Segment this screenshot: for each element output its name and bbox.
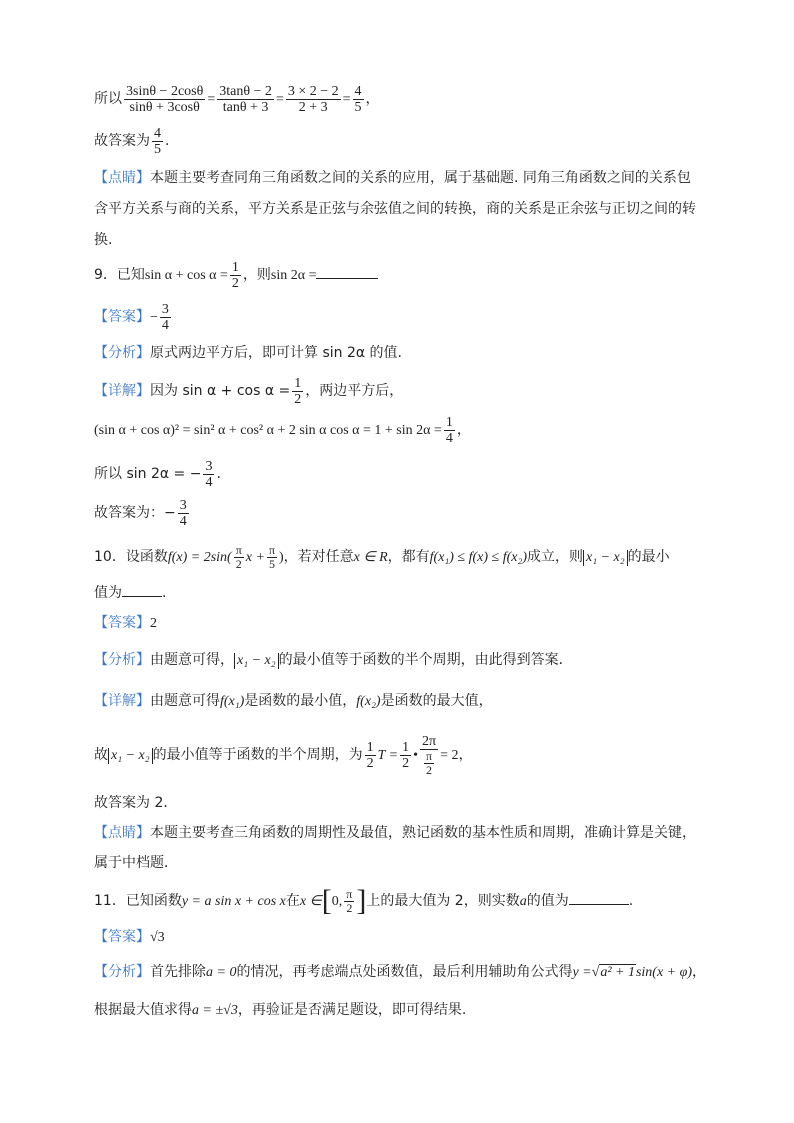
comment-tag: 【点睛】	[94, 170, 150, 186]
answer-blank	[569, 892, 629, 905]
q10-detail: 【详解】由题意可得f(x₁)是函数的最小值，f(x₂)是函数的最大值，	[94, 693, 493, 709]
comment-line-1: 【点睛】本题主要考查同角三角函数之间的关系的应用，属于基础题. 同角三角函数之间的关系包	[94, 170, 691, 186]
q11-analysis-2: 根据最大值求得a = ±√3，再验证是否满足题设，即可得结果.	[94, 1002, 467, 1018]
question-11: 11．已知函数y = a sin x + cos x在x ∈[0, $\frac{\pi}{2}$ ]上的最大值为 2，则实数a的值为 .	[94, 884, 634, 917]
q10-comment-2: 属于中档题．	[94, 855, 178, 871]
q9-equation: (sin α + cos α)² = sin² α + cos² α + 2 sin α cos α = 1 + sin 2α = $\frac{1}{4}$ ，	[94, 414, 471, 446]
q10-final: 故答案为 2．	[94, 795, 178, 811]
q11-analysis-1: 【分析】首先排除a = 0的情况，再考虑端点处函数值，最后利用辅助角公式得y =√a² + 1sin(x + φ)，	[94, 960, 706, 985]
q9-detail: 【详解】因为 sin α + cos α = $\frac{1}{2}$ ，两边平方后，	[94, 375, 404, 407]
ratio-equation-line: 所以 $\frac{3\sin\theta - 2\cos\theta}{\sin\theta + 3\cos\theta}$ = $\frac{3\tan\theta - 2}{\tan\theta + 3}$ = $\frac{3 \times 2 - 2}{2 + 3}$ = $\frac{4}{5}$ ，	[94, 83, 380, 115]
fraction-2: $\frac{3\tan\theta - 2}{\tan\theta + 3}$	[219, 83, 272, 115]
q10-comment-1: 【点睛】本题主要考查三角函数的周期性及最值，熟记函数的基本性质和周期，准确计算是关键，	[94, 825, 696, 841]
q9-final: 故答案为：− $\frac{3}{4}$	[94, 497, 187, 529]
q11-answer: 【答案】√3	[94, 929, 165, 945]
fraction-1: $\frac{3\sin\theta - 2\cos\theta}{\sin\theta + 3\cos\theta}$	[126, 83, 204, 115]
fraction-4: $\frac{4}{5}$	[354, 83, 362, 115]
q10-period: 故 x₁ − x₂ 的最小值等于函数的半个周期，为 $\frac{1}{2}$ T = $\frac{1}{2}$ • $\frac{2\pi}{\frac{\pi}{2}}$ = 2，	[94, 733, 473, 777]
q10-line-2: 值为 .	[94, 585, 167, 601]
q10-answer: 【答案】2	[94, 615, 157, 631]
q9-analysis: 【分析】原式两边平方后，即可计算 sin 2α 的值.	[94, 345, 402, 361]
q9-answer: 【答案】− $\frac{3}{4}$	[94, 301, 169, 333]
answer-blank	[122, 584, 162, 597]
prefix-text: 所以	[94, 91, 122, 107]
fraction-3: $\frac{3 \times 2 - 2}{2 + 3}$	[287, 83, 339, 115]
answer-line: 故答案为 $\frac{4}{5}$ .	[94, 125, 170, 157]
comment-line-2: 含平方关系与商的关系，平方关系是正弦与余弦值之间的转换，商的关系是正余弦与正切之间的转	[94, 201, 696, 217]
sqrt-expression: √a² + 1	[591, 965, 635, 980]
q10-analysis: 【分析】由题意可得， x₁ − x₂ 的最小值等于函数的半个周期，由此得到答案．	[94, 652, 573, 668]
question-10: 10．设函数f(x) = 2sin( $\frac{\pi}{2}$ x + $\frac{\pi}{5}$ )，若对任意x ∈ R，都有f(x₁) ≤ f(x) ≤ f(x₂)成立，则 x₁ − x₂ 的最小	[94, 542, 670, 571]
answer-fraction: $\frac{4}{5}$	[154, 125, 161, 157]
comment-line-3: 换.	[94, 232, 113, 248]
question-9: 9．已知sin α + cos α = $\frac{1}{2}$ ，则sin 2α =	[94, 258, 378, 293]
q9-so: 所以 sin 2α = − $\frac{3}{4}$ .	[94, 458, 221, 490]
answer-blank	[316, 266, 378, 279]
